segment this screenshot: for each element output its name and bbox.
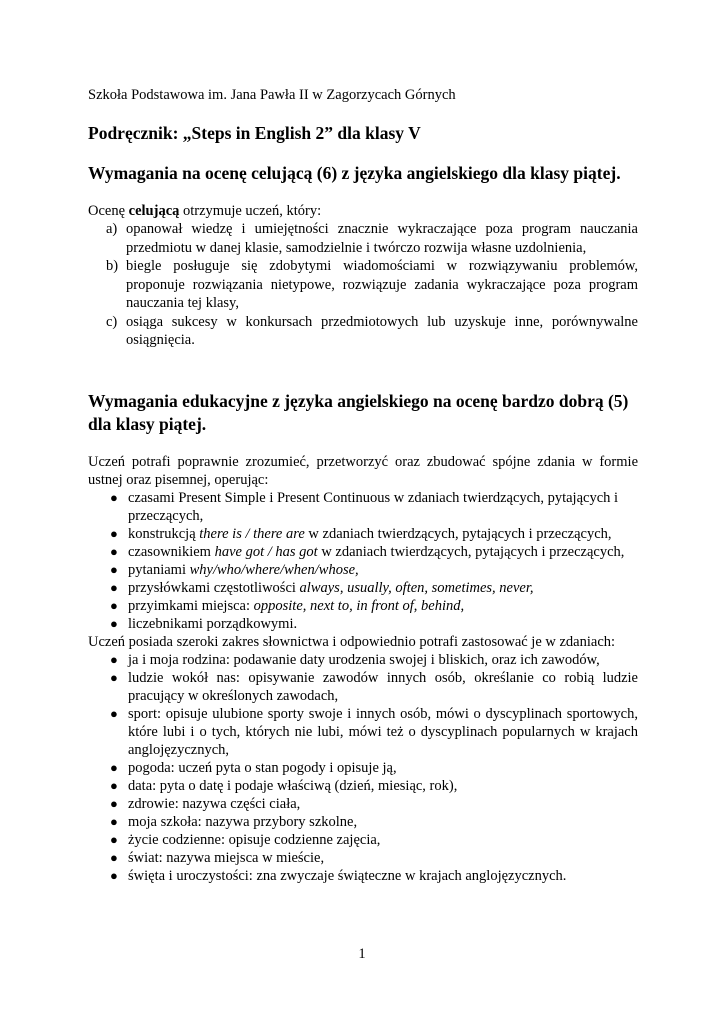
item-text: w zdaniach twierdzących, pytających i przeczących, [317,543,625,560]
bullet-icon: ● [110,831,118,847]
item-text: świat: nazywa miejsca w mieście, [128,849,325,866]
bullet-icon: ● [110,615,118,631]
heading-grade-5: Wymagania edukacyjne z języka angielskiego na ocenę bardzo dobrą (5) dla klasy piątej. [88,390,629,434]
item-text: liczebnikami porządkowymi. [128,615,298,632]
item-text: ludzie wokół nas: opisywanie zawodów innych osób, określanie co robią ludzie pracujący w określonych zawodach, [128,669,638,704]
item-text: przysłówkami częstotliwości [128,579,300,596]
intro-text: Ocenę [88,203,129,219]
item-text: pogoda: uczeń pyta o stan pogody i opisuje ją, [128,759,397,776]
textbook-title: Podręcznik: „Steps in English 2” dla klasy V [88,123,421,143]
intro-grammar: Uczeń potrafi poprawnie zrozumieć, przetworzyć oraz zbudować spójne zdania w formie ustnej oraz pisemnej, operując: [88,453,638,488]
item-text: sport: opisuje ulubione sporty swoje i innych osób, mówi o dyscyplinach sportowych, które lubi i o tych, których nie lubi, mówi też o dyscyplinach popularnych w krajach anglojęzycznych, [128,705,638,758]
criteria-text: osiąga sukcesy w konkursach przedmiotowych lub uzyskuje inne, porównywalne osiągnięcia. [126,313,638,348]
intro-text: otrzymuje uczeń, który: [179,203,322,219]
grammar-item [88,489,638,525]
school-name: Szkoła Podstawowa im. Jana Pawła II w Zagorzycach Górnych [88,87,456,103]
bullet-icon: ● [110,525,118,541]
criteria-list [88,220,638,350]
bullet-icon: ● [110,561,118,577]
item-italic: there is / there are [199,525,305,542]
item-text: czasownikiem [128,543,215,560]
vocab-item [88,813,638,831]
grammar-item [88,579,638,597]
item-text: ja i moja rodzina: podawanie daty urodzenia swojej i bliskich, oraz ich zawodów, [128,651,600,668]
item-text: moja szkoła: nazywa przybory szkolne, [128,813,358,830]
item-text: pytaniami [128,561,190,578]
intro-vocabulary: Uczeń posiada szeroki zakres słownictwa i odpowiednio potrafi zastosować je w zdaniach: [88,633,616,650]
list-marker: a) [106,221,118,237]
bullet-icon: ● [110,705,118,721]
criteria-text: opanował wiedzę i umiejętności znacznie wykraczające poza program nauczania przedmiotu w danej klasie, samodzielnie i twórczo rozwija własne uzdolnienia, [126,221,638,256]
vocab-item [88,867,638,885]
vocab-item [88,777,638,795]
intro-grade-6 [88,202,638,220]
bullet-icon: ● [110,597,118,613]
item-text: przyimkami miejsca: [128,597,254,614]
grammar-item [88,597,638,615]
vocab-item [88,705,638,759]
bullet-icon: ● [110,795,118,811]
item-text: zdrowie: nazywa części ciała, [128,795,301,812]
item-italic: opposite, next to, in front of, behind, [253,597,465,614]
intro-bold: celującą [128,203,180,219]
criteria-item [88,220,638,257]
list-marker: c) [106,313,118,330]
vocabulary-list [88,651,638,885]
item-text: data: pyta o datę i podaje właściwą (dzień, miesiąc, rok), [128,777,458,794]
page-number: 1 [358,946,366,962]
bullet-icon: ● [110,489,118,505]
criteria-text: biegle posługuje się zdobytymi wiadomościami w rozwiązywaniu problemów, proponuje rozwiązania nietypowe, rozwiązuje zadania wykraczające poza program nauczania tej klasy, [126,258,638,311]
item-text: czasami Present Simple i Present Continuous w zdaniach twierdzących, pytających i przeczących, [128,489,619,524]
bullet-icon: ● [110,813,118,829]
bullet-icon: ● [110,867,118,883]
vocab-item [88,759,638,777]
item-text: święta i uroczystości: zna zwyczaje świąteczne w krajach anglojęzycznych. [128,867,567,884]
bullet-icon: ● [110,669,118,685]
list-marker: b) [106,258,119,274]
item-text: w zdaniach twierdzących, pytających i przeczących, [304,525,612,542]
criteria-item [88,257,638,313]
grammar-list [88,489,638,633]
grammar-item [88,525,638,543]
bullet-icon: ● [110,543,118,559]
bullet-icon: ● [110,849,118,865]
bullet-icon: ● [110,579,118,595]
heading-grade-6: Wymagania na ocenę celującą (6) z języka angielskiego dla klasy piątej. [88,163,621,183]
item-italic: always, usually, often, sometimes, never, [299,579,534,596]
vocab-item [88,849,638,867]
item-italic: have got / has got [214,543,318,560]
bullet-icon: ● [110,759,118,775]
criteria-item [88,313,638,350]
vocab-item [88,669,638,705]
item-italic: why/who/where/when/whose, [189,561,359,578]
item-text: konstrukcją [128,525,200,542]
vocab-item [88,651,638,669]
vocab-item [88,795,638,813]
grammar-item [88,561,638,579]
vocab-item [88,831,638,849]
grammar-item [88,543,638,561]
grammar-item [88,615,638,633]
item-text: życie codzienne: opisuje codzienne zajęcia, [128,831,381,848]
bullet-icon: ● [110,777,118,793]
bullet-icon: ● [110,651,118,667]
